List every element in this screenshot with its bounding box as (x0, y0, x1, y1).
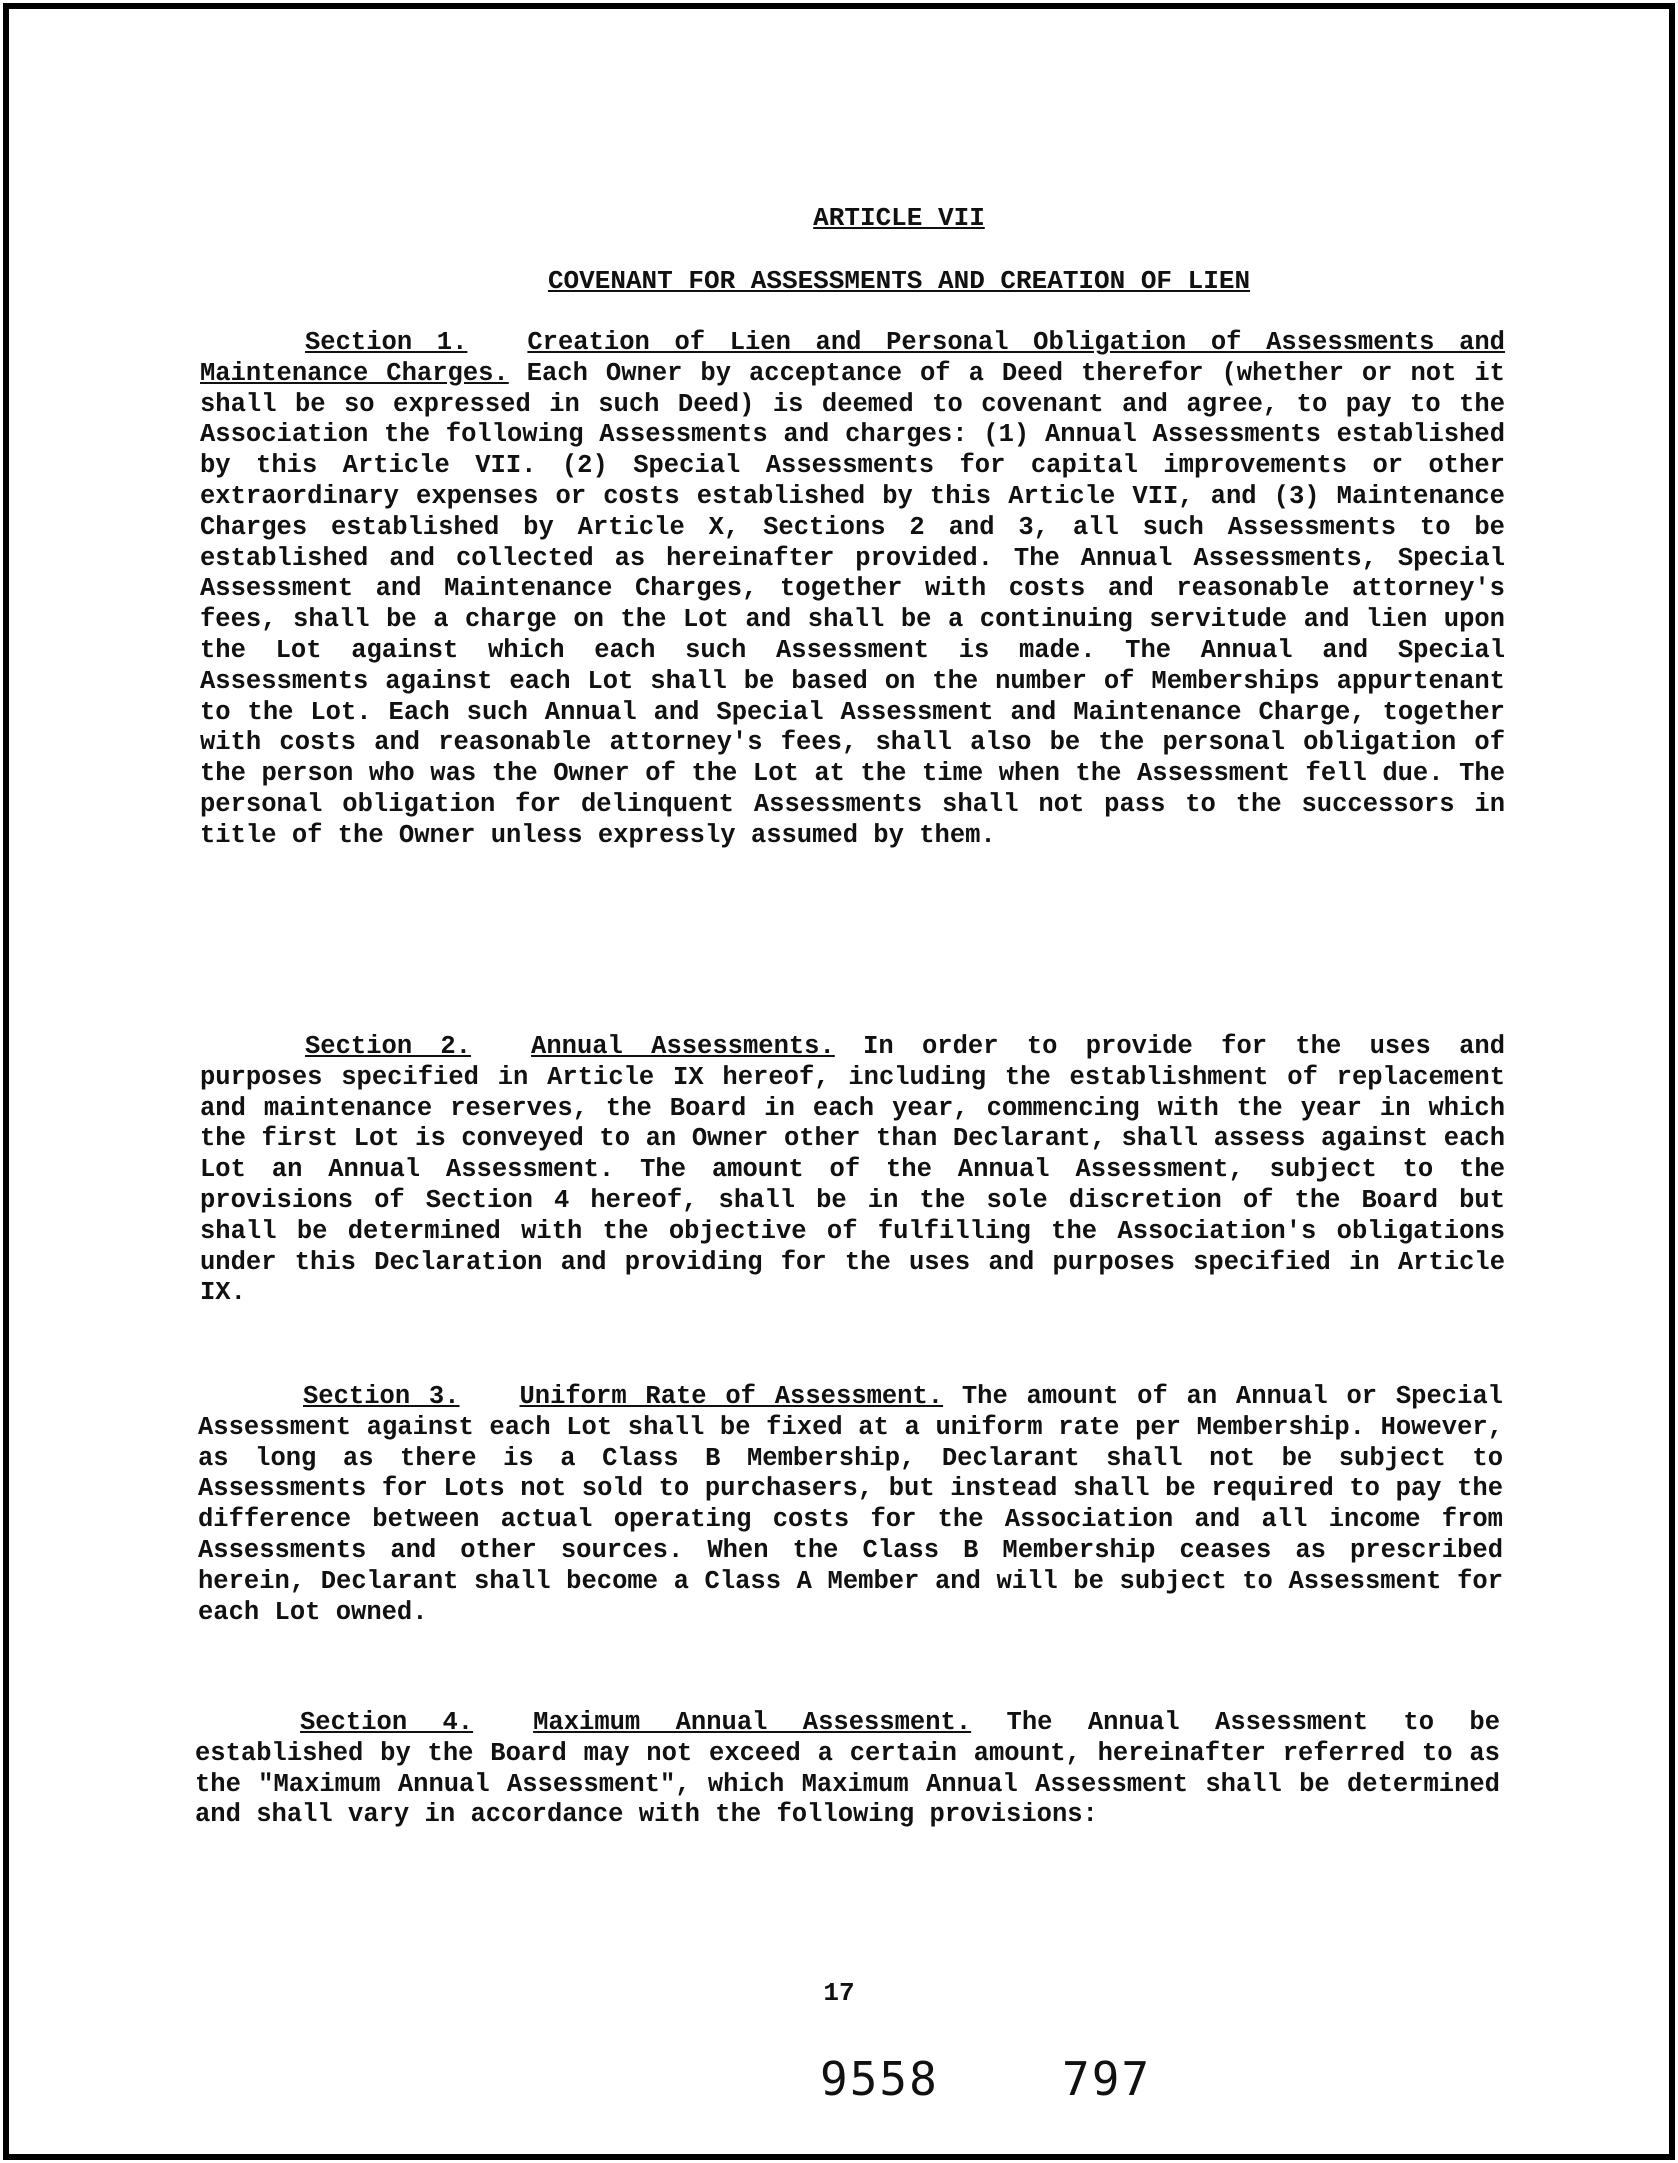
section-2 (200, 1032, 1505, 1309)
section-2-body: In order to provide for the uses and purposes specified in Article IX hereof, including the establishment of replacement and maintenance reserves, the Board in each year, commencing with the year in which the first Lot is conveyed to an Owner other than Declarant, shall assess against each Lot an Annual Assessment. The amount of the Annual Assessment, subject to the provisions of Section 4 hereof, shall be in the sole discretion of the Board but shall be determined with the objective of fulfilling the Association's obligations under this Declaration and providing for the uses and purposes specified in Article IX. (200, 1032, 1505, 1308)
section-1-label: Section 1. (305, 328, 468, 357)
section-3-label: Section 3. (303, 1382, 460, 1411)
section-1-body: Each Owner by acceptance of a Deed therefor (whether or not it shall be so expressed in such Deed) is deemed to covenant and agree, to pay to the Association the following Assessments and charges: (1) Annual Assessments established by this Article VII. (2) Special Assessments for capital improvements or other extraordinary expenses or costs established by this Article VII, and (3) Maintenance Charges established by Article X, Sections 2 and 3, all such Assessments to be established and collected as hereinafter provided. The Annual Assessments, Special Assessment and Maintenance Charges, together with costs and reasonable attorney's fees, shall be a charge on the Lot and shall be a continuing servitude and lien upon the Lot against which each such Assessment is made. The Annual and Special Assessments against each Lot shall be based on the number of Memberships appurtenant to the Lot. Each such Annual and Special Assessment and Maintenance Charge, together with costs and reasonable attorney's fees, shall also be the personal obligation of the person who was the Owner of the Lot at the time when the Assessment fell due. The personal obligation for delinquent Assessments shall not pass to the successors in title of the Owner unless expressly assumed by them. (200, 358, 1505, 850)
section-3-title: Uniform Rate of Assessment. (519, 1382, 944, 1411)
article-subtitle: COVENANT FOR ASSESSMENTS AND CREATION OF LIEN (547, 266, 1251, 296)
section-1 (200, 328, 1505, 852)
section-2-title: Annual Assessments. (531, 1032, 835, 1061)
section-4-body: The Annual Assessment to be established by the Board may not exceed a certain amount, hereinafter referred to as the "Maximum Annual Assessment", which Maximum Annual Assessment shall be determined and shall vary in accordance with the following provisions: (195, 1708, 1501, 1830)
article-title: ARTICLE VII (813, 203, 985, 233)
document-number-left: 9558 (820, 2052, 939, 2106)
section-3-body: The amount of an Annual or Special Assessment against each Lot shall be fixed at a uniform rate per Membership. However, as long as there is a Class B Membership, Declarant shall not be subject to Assessments for Lots not sold to purchasers, but instead shall be required to pay the difference between actual operating costs for the Association and all income from Assessments and other sources. When the Class B Membership ceases as prescribed herein, Declarant shall become a Class A Member and will be subject to Assessment for each Lot owned. (198, 1382, 1503, 1627)
section-4-title: Maximum Annual Assessment. (533, 1708, 972, 1737)
document-number-right: 797 (1062, 2052, 1152, 2106)
section-4-label: Section 4. (300, 1708, 474, 1737)
section-4 (195, 1708, 1500, 1831)
section-3 (198, 1382, 1503, 1628)
page-number: 17 (823, 1978, 855, 2008)
section-1-title: Creation of Lien and Personal Obligation of Assessments and Maintenance Charges. (200, 328, 1505, 388)
section-2-label: Section 2. (305, 1032, 472, 1061)
